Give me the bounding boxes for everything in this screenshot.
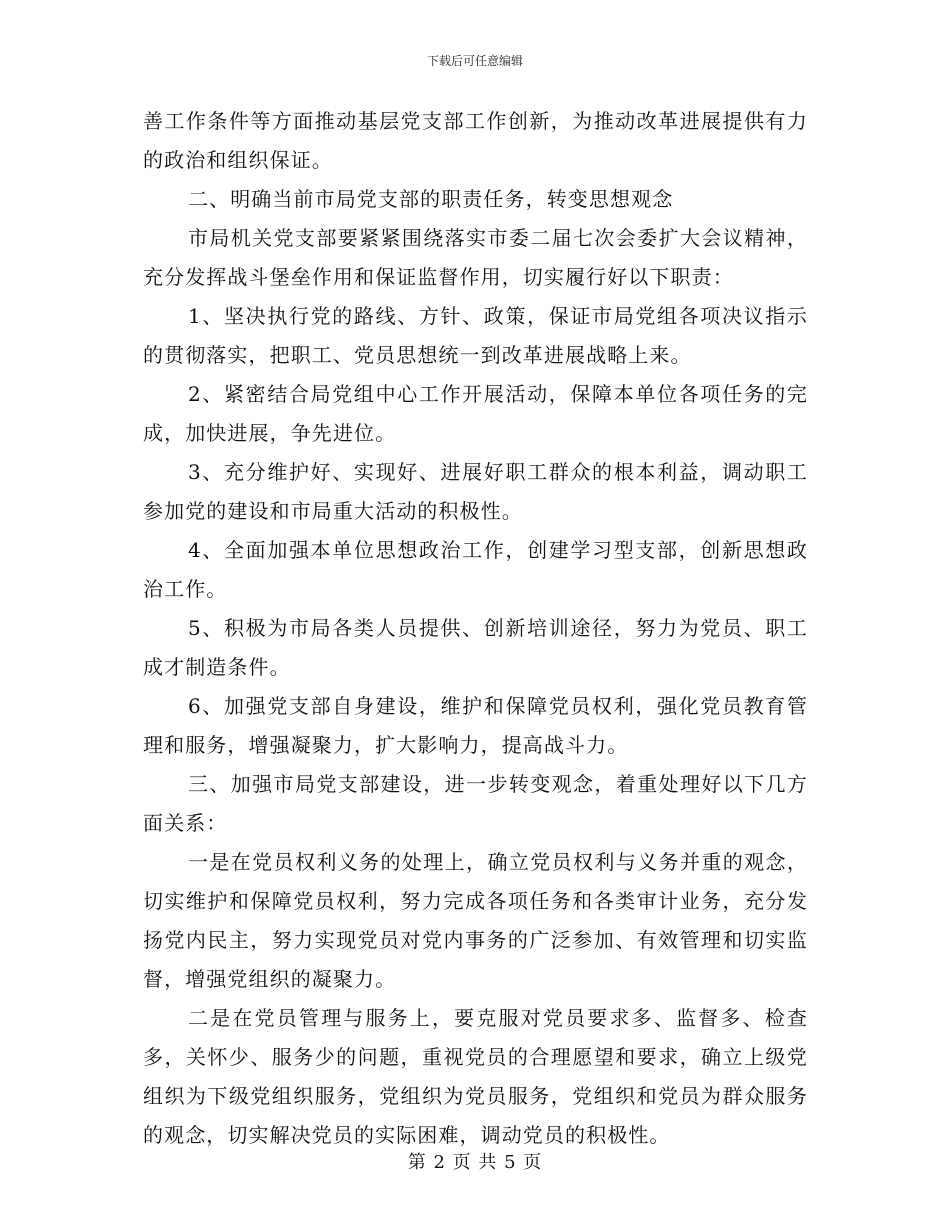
duty-item-3: 3、充分维护好、实现好、进展好职工群众的根本利益，调动职工参加党的建设和市局重大活动的积极性。 [143,460,808,523]
paragraph-continuation: 善工作条件等方面推动基层党支部工作创新，为推动改革进展提供有力的政治和组织保证。 [143,109,808,172]
section-heading-2: 二、明确当前市局党支部的职责任务，转变思想观念 [188,187,674,211]
paragraph-duties-intro: 市局机关党支部要紧紧围绕落实市委二届七次会委扩大会议精神，充分发挥战斗堡垒作用和保证监督作用，切实履行好以下职责： [143,226,808,289]
relation-item-2: 二是在党员管理与服务上，要克服对党员要求多、监督多、检查多，关怀少、服务少的问题，重视党员的合理愿望和要求，确立上级党组织为下级党组织服务，党组织为党员服务，党组织和党员为群众服务的观念，切实解决党员的实际困难，调动党员的积极性。 [143,1006,808,1147]
duty-item-5: 5、积极为市局各类人员提供、创新培训途径，努力为党员、职工成才制造条件。 [143,616,808,679]
duty-item-1: 1、坚决执行党的路线、方针、政策，保证市局党组各项决议指示的贯彻落实，把职工、党员思想统一到改革进展战略上来。 [143,304,808,367]
section-heading-3: 三、加强市局党支部建设，进一步转变观念，着重处理好以下几方面关系： [143,772,808,835]
download-edit-note: 下载后可任意编辑 [426,54,523,68]
page-number: 第 2 页 共 5 页 [407,1152,543,1173]
duty-item-4: 4、全面加强本单位思想政治工作，创建学习型支部，创新思想政治工作。 [143,538,808,601]
document-body [143,102,808,1155]
relation-item-1: 一是在党员权利义务的处理上，确立党员权利与义务并重的观念，切实维护和保障党员权利，努力完成各项任务和各类审计业务，充分发扬党内民主，努力实现党员对党内事务的广泛参加、有效管理和切实监督，增强党组织的凝聚力。 [143,850,808,991]
duty-item-6: 6、加强党支部自身建设，维护和保障党员权利，强化党员教育管理和服务，增强凝聚力，扩大影响力，提高战斗力。 [143,694,808,757]
duty-item-2: 2、紧密结合局党组中心工作开展活动，保障本单位各项任务的完成，加快进展，争先进位。 [143,382,808,445]
